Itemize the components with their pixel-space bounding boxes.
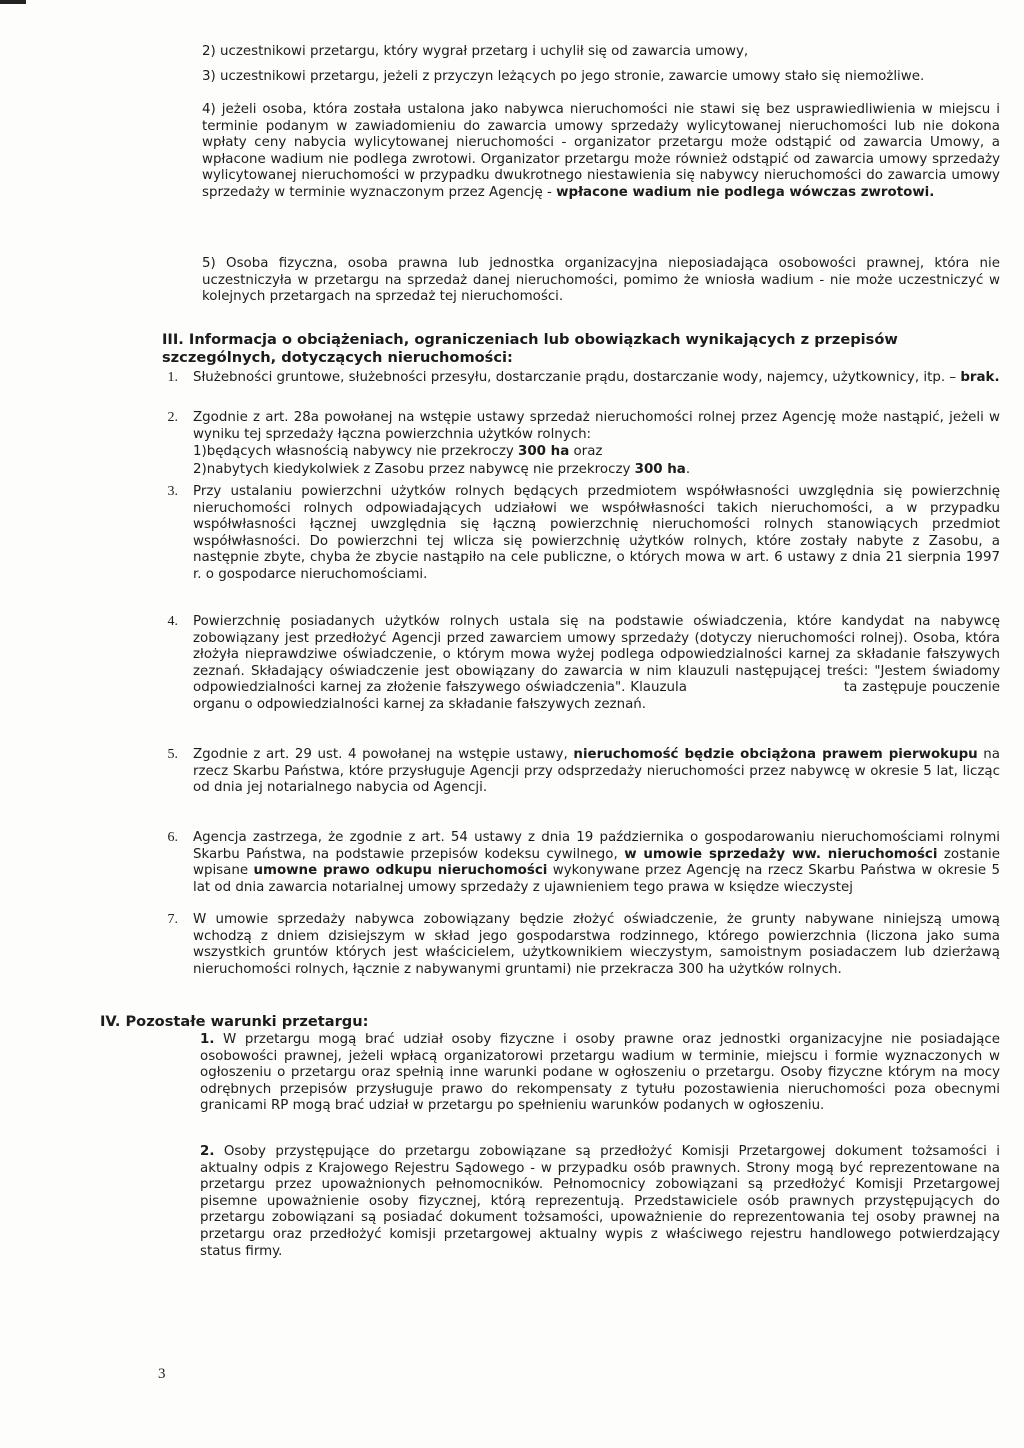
item-2-text: Zgodnie z art. 28a powołanej na wstępie ustawy sprzedaż nieruchomości rolnej przez Agencję może nastąpić, jeżeli w wyniku tej sprzedaży łączna powierzchnia użytków rolnych: (193, 410, 1000, 442)
item-6-bold-1: w umowie sprzedaży ww. nieruchomości (624, 846, 938, 862)
item-2-sub-1-bold: 300 ha (518, 444, 570, 459)
item-number-6: 6. (167, 830, 178, 845)
item-2-sub-2 (193, 462, 1000, 479)
item-number-7: 7. (167, 912, 178, 927)
section-4-item-2-number: 2. (200, 1144, 215, 1159)
item-number-1: 1. (167, 370, 178, 385)
section-3-item-4: Powierzchnię posiadanych użytków rolnych ustala się na podstawie oświadczenia, które kandydat na nabywcę zobowiązany jest przedłożyć Agencji przed zawarciem umowy sprzedaży (dotyczy nieruchomości rolnej). Osoba, która złożyła nieprawdziwe oświadczenie, o którym mowa wyżej podlega odpowiedzialności karnej za składanie fałszywych zeznań. Składający oświadczenie jest obowiązany do zawarcia w nim klauzuli następującej treści: "Jestem świadomy odpowiedzialności karnej za złożenie fałszywego oświadczenia". Klauzula ta zastępuje pouczenie organu o odpowiedzialności karnej za składanie fałszywych zeznań. (193, 614, 1000, 712)
top-item-4-text: 4) jeżeli osoba, która została ustalona jako nabywca nieruchomości nie stawi się bez usprawiedliwienia w miejscu i terminie podanym w zawiadomieniu do zawarcia umowy sprzedaży wylicytowanej nieruchomości lub nie dokona wpłaty ceny nabycia wylicytowanej nieruchomości - organizator przetargu może odstąpić od zawarcia Umowy, a wpłacone wadium nie podlega zwrotowi. Organizator przetargu może również odstąpić od zawarcia umowy sprzedaży wylicytowanej nieruchomości w przypadku dwukrotnego niestawienia się nabywcy nieruchomości do zawarcia umowy sprzedaży w terminie wyznaczonym przez Agencję - (202, 102, 1000, 200)
item-number-5: 5. (167, 747, 178, 762)
item-5-bold: nieruchomość będzie obciążona prawem pierwokupu (573, 747, 978, 762)
item-2-sub-1-end: oraz (569, 444, 603, 459)
item-6-text-b: zostanie wpisane (193, 846, 1001, 879)
top-item-5: 5) Osoba fizyczna, osoba prawna lub jednostka organizacyjna nieposiadająca osobowości prawnej, która nie uczestniczyła w przetargu na sprzedaż danej nieruchomości, pomimo że wniosła wadium - nie może uczestniczyć w kolejnych przetargach na sprzedaż tej nieruchomości. (202, 256, 1000, 305)
page-number: 3 (158, 1366, 166, 1382)
section-3-item-5 (193, 747, 1000, 797)
item-number-4: 4. (167, 614, 178, 629)
section-4-item-1-number: 1. (200, 1032, 215, 1047)
section-4-item-2-text: Osoby przystępujące do przetargu zobowiązane są przedłożyć Komisji Przetargowej dokument tożsamości i aktualny odpis z Krajowego Rejestru Sądowego - w przypadku osób prawnych. Strony mogą być reprezentowane na przetargu przez upoważnionych pełnomocników. Pełnomocnicy zobowiązani są przedłożyć Komisji Przetargowej pisemne upoważnienie osoby fizycznej, którą reprezentują. Przedstawiciele osób prawnych przystępujących do przetargu zobowiązani są posiadać dokument tożsamości, upoważnienie do reprezentowania tej osoby prawnej na przetargu oraz przedłożyć komisji przetargowej aktualny wypis z właściwego rejestru handlowego potwierdzający status firmy. (200, 1144, 1000, 1259)
top-item-2: 2) uczestnikowi przetargu, który wygrał przetarg i uchylił się od zawarcia umowy, (202, 44, 749, 59)
item-5-text-a: Zgodnie z art. 29 ust. 4 powołanej na wstępie ustawy, (193, 747, 574, 762)
item-1-bold: brak. (960, 370, 1000, 385)
section-4-item-2 (200, 1144, 1000, 1260)
section-3-item-3: Przy ustalaniu powierzchni użytków rolnych będących przedmiotem współwłasności uwzględnia się powierzchnię nieruchomości rolnych odpowiadających udziałowi we współwłasności takich nieruchomości, a w przypadku współwłasności łącznej uwzględnia się łączną powierzchnię nieruchomości rolnych stanowiących przedmiot współwłasności. Do powierzchni tej wlicza się powierzchnię użytków rolnych, które zostały nabyte z Zasobu, a następnie zbyte, chyba że zbycie nastąpiło na cele publiczne, o których mowa w art. 6 ustawy z dnia 21 sierpnia 1997 r. o gospodarce nieruchomościami. (193, 484, 1000, 582)
section-4-item-1-text: W przetargu mogą brać udział osoby fizyczne i osoby prawne oraz jednostki organizacyjne nie posiadające osobowości prawnej, jeżeli wpłacą organizatorowi przetargu wadium w terminie, miejscu i formie wyznaczonych w ogłoszeniu o przetargu oraz spełnią inne warunki podane w ogłoszeniu o przetargu. Osoby fizyczne którym na mocy odrębnych przepisów przysługuje prawo do rekompensaty z tytułu pozostawienia nieruchomości poza obecnymi granicami RP mogą brać udział w przetargu po spełnieniu warunków podanych w ogłoszeniu. (200, 1032, 1000, 1114)
section-3-item-6 (193, 830, 1000, 896)
item-number-3: 3. (167, 484, 178, 499)
item-number-2: 2. (167, 410, 178, 425)
item-6-bold-2: umowne prawo odkupu nieruchomości (253, 863, 548, 879)
item-2-sub-2-bold: 300 ha (634, 462, 686, 477)
item-2-sub-2-text: 2)nabytych kiedykolwiek z Zasobu przez nabywcę nie przekroczy (193, 462, 635, 477)
section-3-item-1 (193, 370, 1000, 387)
section-4-item-1 (200, 1032, 1000, 1115)
item-6-text-a: Agencja zastrzega, że zgodnie z art. 54 ustawy z dnia 19 października o gospodarowaniu nieruchomościami rolnymi Skarbu Państwa, na podstawie przepisów kodeksu cywilnego, (193, 830, 1000, 862)
item-2-sub-1-text: 1)będących własnością nabywcy nie przekroczy (193, 444, 519, 459)
top-item-4-bold: wpłacone wadium nie podlega wówczas zwrotowi. (556, 184, 935, 200)
item-1-text: Służebności gruntowe, służebności przesyłu, dostarczanie prądu, dostarczanie wody, najemcy, użytkownicy, itp. – (193, 370, 961, 385)
section-3-item-7: W umowie sprzedaży nabywca zobowiązany będzie złożyć oświadczenie, że grunty nabywane niniejszą umową wchodzą z dniem dzisiejszym w skład jego gospodarstwa rodzinnego, którego powierzchnia (liczona jako suma wszystkich gruntów których jest właścicielem, użytkownikiem wieczystym, samoistnym posiadaczem lub dzierżawą nieruchomości rolnych, łącznie z nabywanymi gruntami) nie przekracza 300 ha użytków rolnych. (193, 912, 1000, 977)
item-5-text-b: na rzecz Skarbu Państwa, które przysługuje Agencji przy odsprzedaży nieruchomości przez nabywcę w okresie 5 lat, licząc od dnia jej notarialnego nabycia od Agencji. (193, 747, 1001, 796)
top-item-4 (202, 102, 1000, 202)
section-3-heading: III. Informacja o obciążeniach, ograniczeniach lub obowiązkach wynikających z przepisów szczególnych, dotyczących nieruchomości: (162, 331, 898, 366)
top-item-3: 3) uczestnikowi przetargu, jeżeli z przyczyn leżących po jego stronie, zawarcie umowy stało się niemożliwe. (202, 69, 925, 84)
item-2-sub-2-end: . (685, 462, 691, 477)
item-6-text-c: wykonywane przez Agencję na rzecz Skarbu Państwa w okresie 5 lat od dnia zawarcia notarialnej umowy sprzedaży z ujawnieniem tego prawa w księdze wieczystej (193, 863, 1000, 895)
item-2-sub-1 (193, 444, 1000, 461)
section-4-heading: IV. Pozostałe warunki przetargu: (100, 1013, 369, 1030)
